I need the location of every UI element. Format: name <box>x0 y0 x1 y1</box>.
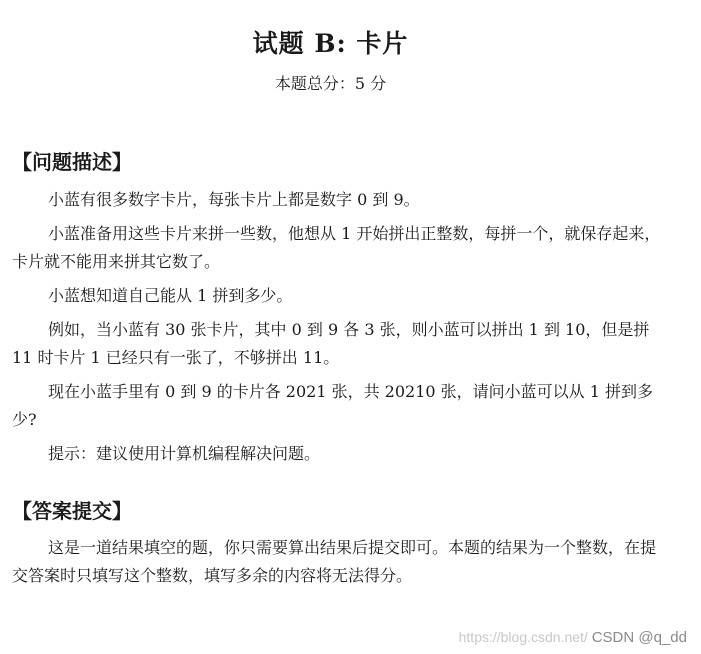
watermark-brand: CSDN @q_dd <box>591 629 687 646</box>
problem-description-body <box>12 186 662 468</box>
paragraph: 例如，当小蓝有 30 张卡片，其中 0 到 9 各 3 张，则小蓝可以拼出 1 到 10，但是拼 11 时卡片 1 已经只有一张了，不够拼出 11。 <box>12 320 650 367</box>
answer-submission-body <box>12 534 662 590</box>
problem-description-heading: 【问题描述】 <box>12 150 132 174</box>
page-title: 试题 B: 卡片 <box>252 29 409 58</box>
paragraph: 这是一道结果填空的题，你只需要算出结果后提交即可。本题的结果为一个整数，在提交答案时只填写这个整数，填写多余的内容将无法得分。 <box>12 538 657 585</box>
watermark <box>459 629 687 646</box>
paragraph: 提示：建议使用计算机编程解决问题。 <box>48 444 321 463</box>
answer-submission-heading: 【答案提交】 <box>12 499 132 523</box>
paragraph: 小蓝想知道自己能从 1 拼到多少。 <box>48 286 293 305</box>
watermark-url: https://blog.csdn.net/ <box>458 629 588 645</box>
paragraph: 现在小蓝手里有 0 到 9 的卡片各 2021 张，共 20210 张，请问小蓝可以从 1 拼到多少? <box>12 382 654 429</box>
paragraph: 小蓝有很多数字卡片，每张卡片上都是数字 0 到 9。 <box>48 190 420 209</box>
paragraph: 小蓝准备用这些卡片来拼一些数，他想从 1 开始拼出正整数，每拼一个，就保存起来，卡片就不能用来拼其它数了。 <box>12 224 661 271</box>
total-score: 本题总分：5 分 <box>274 74 387 93</box>
